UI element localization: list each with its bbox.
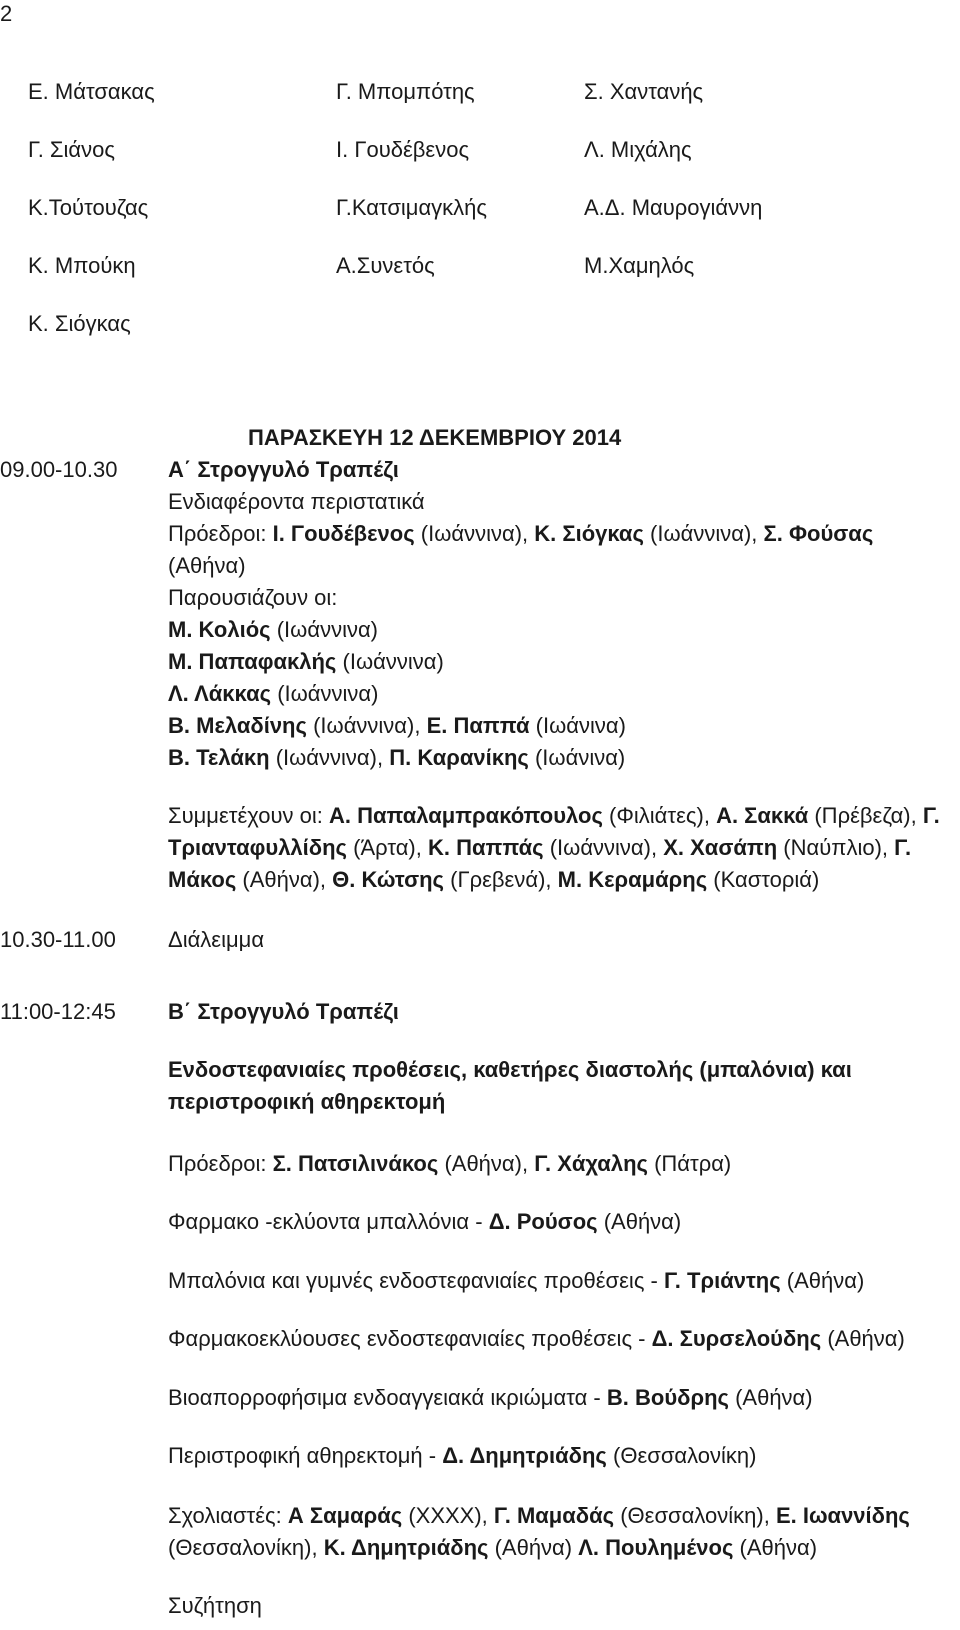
talk-city: (Αθήνα) [786,1268,865,1293]
talk-speaker: Δ. Δημητριάδης [442,1443,607,1468]
participant-city: (Ναύπλιο), [783,835,889,860]
presenter-name: Π. Καρανίκης [389,745,529,770]
presenter-city: (Ιωάννινα) [342,649,444,674]
chair-name: Σ. Πατσιλινάκος [272,1151,439,1176]
presenter-name: Λ. Λάκκας [168,681,272,706]
chair-name: Σ. Φούσας [763,521,874,546]
commentator-name: Α Σαμαράς [287,1503,403,1528]
talk-topic: Φαρμακο -εκλύοντα μπαλλόνια - [168,1209,483,1234]
commentators-label: Σχολιαστές: [168,1503,282,1528]
talk-line [168,1325,905,1353]
name-entry: Κ. Σιόγκας [28,311,131,336]
participant-name: Χ. Χασάπη [663,835,778,860]
chair-name: Κ. Σιόγκας [534,521,644,546]
names-column-1 [28,78,155,368]
name-entry: Κ.Τούτουζας [28,195,149,220]
talk-city: (Αθήνα) [735,1385,813,1410]
participant-city: (Καστοριά) [713,867,820,892]
presenter-city: (Ιωάνινα) [535,713,626,738]
commentator-city: (Θεσσαλονίκη), [620,1503,770,1528]
talk-topic: Βιοαπορροφήσιμα ενδοαγγειακά ικριώματα - [168,1385,601,1410]
presenters-label: Παρουσιάζουν οι: [168,585,338,610]
session-b-topic: Ενδοστεφανιαίες προθέσεις, καθετήρες διαστολής (μπαλόνια) και περιστροφική αθηρεκτομή [168,1057,852,1114]
talk-city: (Αθήνα) [603,1209,682,1234]
talk-city: (Θεσσαλονίκη) [613,1443,757,1468]
participant-city: (Φιλιάτες), [609,803,710,828]
participant-city: (Ιωάννινα), [549,835,658,860]
session-b-title: Β΄ Στρογγυλό Τραπέζι [168,999,399,1024]
talk-line [168,1267,864,1295]
name-entry: Ι. Γουδέβενος [336,137,470,162]
participant-name: Μ. Κεραμάρης [557,867,708,892]
chair-city: (Πάτρα) [654,1151,732,1176]
commentator-name: Λ. Πουλημένος [578,1535,734,1560]
commentators-paragraph [168,1500,948,1564]
name-entry: Γ. Μπομπότης [336,79,475,104]
presenter-city: (Ιωάννινα), [313,713,421,738]
session-a-title: Α΄ Στρογγυλό Τραπέζι [168,457,399,482]
break-label: Διάλειμμα [168,927,265,952]
commentator-name: Κ. Δημητριάδης [323,1535,489,1560]
session-b-chairs [168,1150,731,1178]
commentator-city: (Θεσσαλονίκη), [168,1535,318,1560]
presenter-name: Ε. Παππά [426,713,530,738]
commentator-name: Γ. Μαμαδάς [493,1503,615,1528]
session-a-subtitle: Ενδιαφέροντα περιστατικά [168,489,425,514]
talk-speaker: Γ. Τριάντης [664,1268,781,1293]
presenter-line [168,744,625,772]
participant-name: Κ. Παππάς [428,835,544,860]
participant-name: Γ. Τριανταφυλλίδης [168,803,940,860]
names-column-3 [584,78,762,310]
participants-paragraph [168,800,960,896]
name-entry: Ε. Μάτσακας [28,79,155,104]
session-b-time: 11:00-12:45 [0,999,116,1024]
names-column-2 [336,78,487,310]
presenter-line [168,648,444,676]
commentator-city: (Αθήνα) [494,1535,573,1560]
participant-name: Α. Παπαλαμπρακόπουλος [328,803,603,828]
name-entry: Σ. Χαντανής [584,79,704,104]
talk-speaker: Δ. Συρσελούδης [651,1326,822,1351]
talk-topic: Φαρμακοεκλύουσες ενδοστεφανιαίες προθέσεις - [168,1326,646,1351]
talk-topic: Περιστροφική αθηρεκτομή - [168,1443,437,1468]
name-entry: Κ. Μπούκη [28,253,136,278]
participant-city: (Άρτα), [353,835,422,860]
talk-line [168,1384,813,1412]
presenter-name: Β. Μελαδίνης [168,713,307,738]
presenter-city: (Ιωάνινα) [534,745,626,770]
presenter-name: Μ. Παπαφακλής [168,649,337,674]
presenter-name: Β. Τελάκη [168,745,270,770]
name-entry: Γ. Σιάνος [28,137,115,162]
participant-city: (Γρεβενά), [450,867,552,892]
chair-city: (Ιωάννινα), [650,521,758,546]
session-a-chairs [168,520,873,548]
presenter-name: Μ. Κολιός [168,617,271,642]
break-time: 10.30-11.00 [0,927,116,952]
talk-speaker: Δ. Ρούσος [488,1209,598,1234]
session-a-time: 09.00-10.30 [0,457,118,482]
presenter-line [168,712,626,740]
commentator-city: (Αθήνα) [739,1535,818,1560]
presenter-line [168,680,378,708]
participant-name: Α. Σακκά [716,803,809,828]
presenter-line [168,616,378,644]
chair-city: (Αθήνα), [444,1151,529,1176]
commentator-name: Ε. Ιωαννίδης [775,1503,910,1528]
chair-name: Γ. Χάχαλης [534,1151,648,1176]
chairs-label: Πρόεδροι: [168,1151,267,1176]
presenter-city: (Ιωάννινα), [275,745,384,770]
participants-label: Συμμετέχουν οι: [168,803,323,828]
talk-speaker: Β. Βούδρης [606,1385,729,1410]
participant-name: Θ. Κώτσης [332,867,444,892]
name-entry: Α.Συνετός [336,253,435,278]
discussion-label: Συζήτηση [168,1593,262,1618]
name-entry: Α.Δ. Μαυρογιάννη [584,195,763,220]
chair-name: Ι. Γουδέβενος [272,521,415,546]
page-number: 2 [0,1,13,26]
talk-line [168,1208,681,1236]
chairs-label: Πρόεδροι: [168,521,267,546]
talk-topic: Μπαλόνια και γυμνές ενδοστεφανιαίες προθέσεις - [168,1268,658,1293]
chair-city: (Ιωάννινα), [420,521,529,546]
talk-line [168,1442,756,1470]
participant-city: (Αθήνα), [242,867,327,892]
participant-name: Γ. Μάκος [168,835,912,892]
talk-city: (Αθήνα) [827,1326,905,1351]
participant-city: (Πρέβεζα), [814,803,917,828]
presenter-city: (Ιωάννινα) [277,681,379,706]
commentator-city: (ΧΧΧΧ), [408,1503,488,1528]
name-entry: Γ.Κατσιμαγκλής [336,195,488,220]
name-entry: Λ. Μιχάλης [584,137,692,162]
chair-city: (Αθήνα) [168,553,246,578]
day-heading: ΠΑΡΑΣΚΕΥΗ 12 ΔΕΚΕΜΒΡΙΟΥ 2014 [248,425,622,450]
name-entry: Μ.Χαμηλός [584,253,695,278]
presenter-city: (Ιωάννινα) [276,617,379,642]
